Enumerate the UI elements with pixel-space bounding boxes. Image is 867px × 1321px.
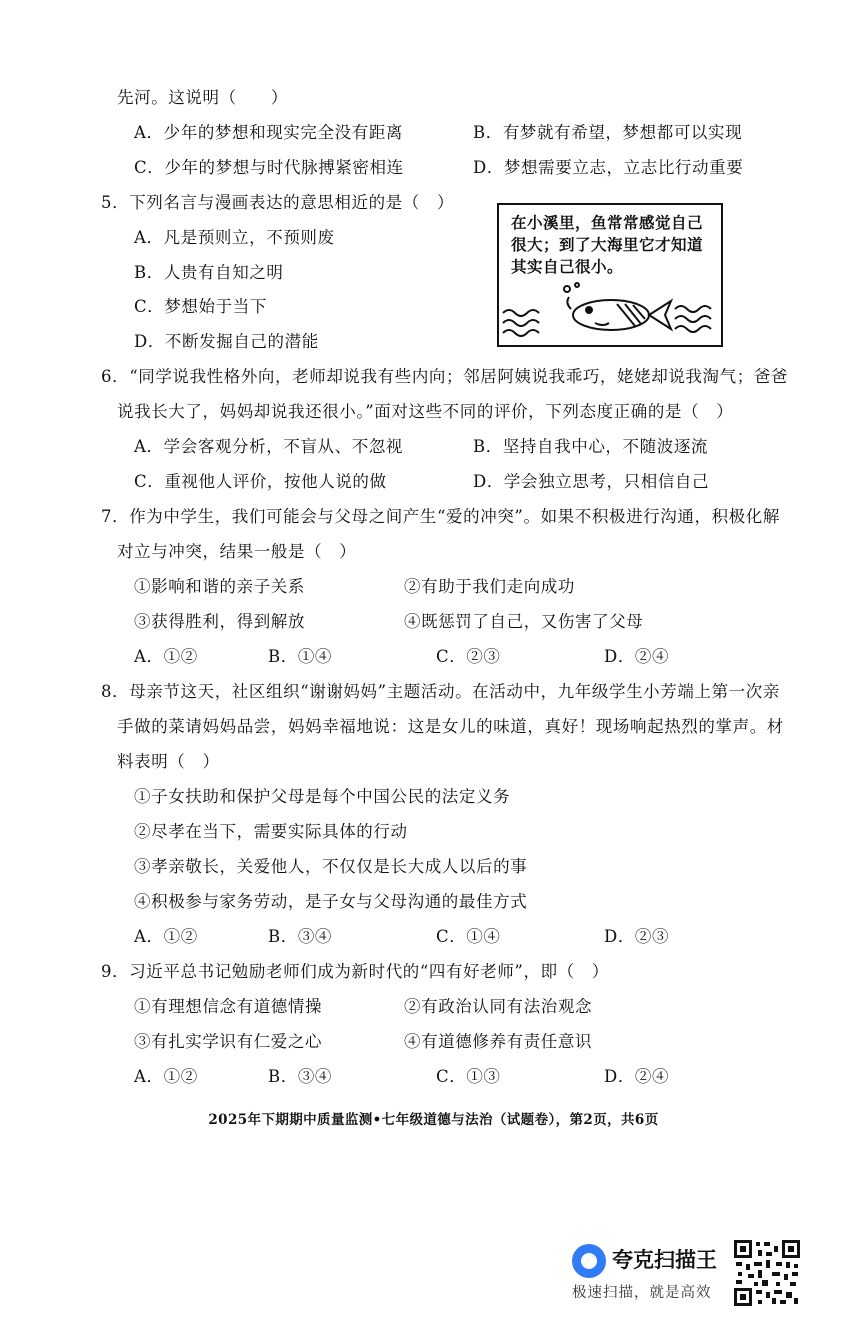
text-line: ④既惩罚了自己，又伤害了父母 [404,612,644,631]
qr-code-icon [734,1240,800,1306]
text-line: B．①④ [268,647,333,666]
text-line: ③有扎实学识有仁爱之心 [134,1032,323,1051]
text-line: 对立与冲突，结果一般是（ ） [117,542,357,561]
cartoon-illustration [497,203,723,347]
text-line: ③孝亲敬长，关爱他人，不仅仅是长大成人以后的事 [134,857,528,876]
text-line: A．少年的梦想和现实完全没有距离 [134,123,404,142]
text-line: C．少年的梦想与时代脉搏紧密相连 [134,158,404,177]
text-line: 7．作为中学生，我们可能会与父母之间产生“爱的冲突”。如果不积极进行沟通，积极化解 [101,507,780,526]
text-line: ④积极参与家务劳动，是子女与父母沟通的最佳方式 [134,892,528,911]
text-line: ①影响和谐的亲子关系 [134,577,305,596]
text-line: D．不断发掘自己的潜能 [134,332,319,351]
text-line: A．①② [134,1067,198,1086]
text-line: B．③④ [268,1067,333,1086]
text-line: D．②④ [604,647,670,666]
scanner-watermark [572,1240,732,1304]
page-footer: 2025年下期期中质量监测•七年级道德与法治（试题卷），第2页，共6页 [208,1112,659,1128]
text-line: C．梦想始于当下 [134,297,267,316]
text-line: ④有道德修养有责任意识 [404,1032,593,1051]
text-line: A．凡是预则立，不预则废 [134,228,335,247]
text-line: D．梦想需要立志，立志比行动重要 [473,158,744,177]
text-line: 5．下列名言与漫画表达的意思相近的是（ ） [101,193,455,212]
quark-logo-icon [572,1244,606,1278]
text-line: B．有梦就有希望，梦想都可以实现 [473,123,743,142]
text-line: D．②④ [604,1067,670,1086]
wave-lines [503,306,711,336]
text-line: ②有助于我们走向成功 [404,577,575,596]
text-line: ②有政治认同有法治观念 [404,997,593,1016]
text-line: A．①② [134,647,198,666]
text-line: 9．习近平总书记勉励老师们成为新时代的“四有好老师”，即（ ） [101,962,609,981]
text-line: 6．“同学说我性格外向，老师却说我有些内向；邻居阿姨说我乖巧，姥姥却说我淘气；爸爸 [101,367,789,386]
text-line: B．坚持自我中心，不随波逐流 [473,437,709,456]
text-line: B．人贵有自知之明 [134,263,284,282]
text-line: ①子女扶助和保护父母是每个中国公民的法定义务 [134,787,511,806]
text-line: C．①④ [436,927,501,946]
text-line: ②尽孝在当下，需要实际具体的行动 [134,822,408,841]
text-line: 8．母亲节这天，社区组织“谢谢妈妈”主题活动。在活动中，九年级学生小芳端上第一次亲 [101,682,780,701]
text-line: A．①② [134,927,198,946]
brand-name: 夸克扫描王 [612,1248,717,1272]
text-line: ①有理想信念有道德情操 [134,997,323,1016]
text-line: D．学会独立思考，只相信自己 [473,472,710,491]
text-line: C．①③ [436,1067,501,1086]
text-line: 料表明（ ） [117,752,220,771]
text-line: C．重视他人评价，按他人说的做 [134,472,387,491]
text-line: 说我长大了，妈妈却说我还很小。”面对这些不同的评价，下列态度正确的是（ ） [117,402,734,421]
fish-icon [564,283,671,330]
text-line: ③获得胜利，得到解放 [134,612,305,631]
text-line: 先河。这说明（ ） [117,88,288,107]
text-line: D．②③ [604,927,670,946]
text-line: 手做的菜请妈妈品尝，妈妈幸福地说：这是女儿的味道，真好！现场响起热烈的掌声。材 [117,717,784,736]
text-line: A．学会客观分析，不盲从、不忽视 [134,437,404,456]
brand-slogan: 极速扫描，就是高效 [572,1285,712,1301]
cartoon-caption: 在小溪里，鱼常常感觉自己很大；到了大海里它才知道其实自己很小。 [511,214,704,276]
text-line: C．②③ [436,647,501,666]
text-line: B．③④ [268,927,333,946]
fish-drawing [499,279,721,345]
